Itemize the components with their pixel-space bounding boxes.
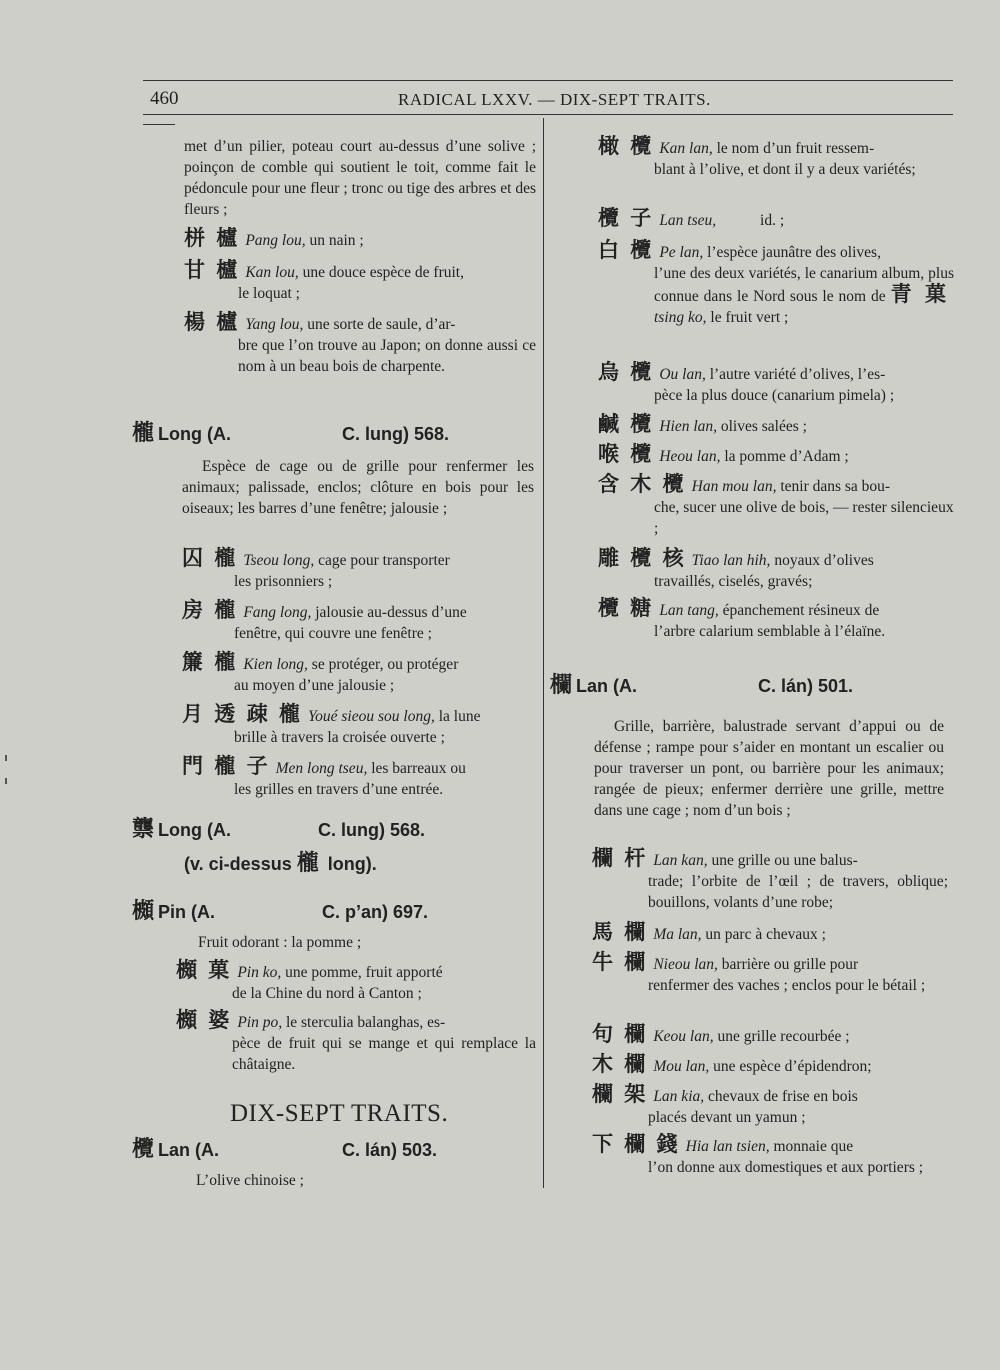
romanization: Kan lou, bbox=[245, 264, 299, 281]
definition-continued: pèce la plus douce (canarium pimela) ; bbox=[654, 387, 895, 404]
definition-continued: renfermer des vaches ; enclos pour le bétail ; bbox=[648, 977, 926, 994]
sub-entry bbox=[598, 362, 954, 406]
definition-continued: bre que l’on trouve au Japon; on donne aussi ce nom à un beau bois de charpente. bbox=[238, 337, 536, 375]
definition-continued: pèce de fruit qui se mange et qui remplace la châtaigne. bbox=[232, 1035, 536, 1073]
romanization: Mou lan, bbox=[653, 1058, 710, 1075]
sub-entry bbox=[598, 240, 954, 328]
definition: barrière ou grille pour bbox=[721, 956, 859, 973]
headword-character: 櫇 bbox=[132, 899, 155, 924]
chinese-term: 鹹 欖 bbox=[598, 412, 654, 436]
chinese-term: 下 欄 錢 bbox=[592, 1132, 680, 1156]
sub-entry bbox=[598, 136, 954, 180]
romanization: Youé sieou sou long, bbox=[307, 708, 435, 725]
romanization: Tseou long, bbox=[243, 552, 315, 569]
romanization: Lan tang, bbox=[659, 602, 719, 619]
headword-cantonese: C. lán) 503. bbox=[342, 1140, 438, 1160]
headword-reading: Pin (A. bbox=[158, 902, 216, 922]
entry-definition: Grille, barrière, balustrade servant d’appui ou de défense ; rampe pour s’aider en montant un escalier ou pour traverser un pont, ou barrière pour les animaux; rangée de pieux; enfermer derrière une grille, mettre dans une cage ; nom d’un bois ; bbox=[594, 718, 944, 819]
sub-entry bbox=[598, 598, 954, 642]
chinese-term-inline: 青 菓 bbox=[890, 282, 949, 306]
definition: une grille recourbée ; bbox=[717, 1028, 850, 1045]
definition: se protéger, ou protéger bbox=[311, 656, 459, 673]
entry-heading bbox=[132, 818, 532, 842]
sub-entry bbox=[176, 1010, 536, 1075]
chinese-term: 欖 子 bbox=[598, 206, 654, 230]
sub-entry bbox=[184, 228, 536, 251]
sub-entry bbox=[598, 414, 954, 437]
definition-continued: l’arbre calarium semblable à l’élaïne. bbox=[654, 623, 886, 640]
definition: tenir dans sa bou- bbox=[780, 478, 891, 495]
chinese-term: 喉 欖 bbox=[598, 442, 654, 466]
definition: épanchement résineux de bbox=[722, 602, 880, 619]
definition: une pomme, fruit apporté bbox=[285, 964, 443, 981]
chinese-term: 房 櫳 bbox=[182, 598, 238, 622]
definition: noyaux d’olives bbox=[774, 552, 874, 569]
sub-entry bbox=[182, 704, 536, 748]
romanization: Pe lan, bbox=[659, 244, 704, 261]
headword-character: 欖 bbox=[132, 1137, 155, 1162]
romanization: Yang lou, bbox=[245, 316, 304, 333]
chinese-term: 烏 欖 bbox=[598, 360, 654, 384]
definition-continued: placés devant un yamun ; bbox=[648, 1109, 806, 1126]
cross-ref-text: long). bbox=[327, 854, 377, 874]
romanization: Ou lan, bbox=[659, 366, 706, 383]
entry-heading bbox=[132, 900, 532, 924]
definition-continued: fenêtre, qui couvre une fenêtre ; bbox=[234, 625, 432, 642]
headword-reading: Lan (A. bbox=[576, 676, 638, 696]
definition: l’espèce jaunâtre des olives, bbox=[707, 244, 881, 261]
headword-character: 欄 bbox=[550, 673, 573, 698]
chinese-term: 簾 櫳 bbox=[182, 650, 238, 674]
romanization: Lan kan, bbox=[653, 852, 708, 869]
sub-entry bbox=[592, 922, 948, 945]
sub-entry bbox=[592, 1084, 948, 1128]
chinese-term: 甘 櫨 bbox=[184, 258, 240, 282]
romanization: Kan lan, bbox=[659, 140, 713, 157]
chinese-term: 栟 櫨 bbox=[184, 226, 240, 250]
header-rule bbox=[143, 114, 953, 115]
section-title: DIX-SEPT TRAITS. bbox=[230, 1100, 449, 1127]
definition-continued: les grilles en travers d’une entrée. bbox=[234, 781, 444, 798]
headword-reading: Lan (A. bbox=[158, 1140, 220, 1160]
definition-continued: travaillés, ciselés, gravés; bbox=[654, 573, 813, 590]
definition: la pomme d’Adam ; bbox=[724, 448, 849, 465]
sub-entry bbox=[598, 208, 954, 231]
definition: le sterculia balanghas, es- bbox=[285, 1014, 446, 1031]
definition-continued: che, sucer une olive de bois, — rester silencieux ; bbox=[654, 499, 954, 537]
continuation-paragraph: met d’un pilier, poteau court au-dessus d’une solive ; poinçon de comble qui soutient le toit, comme fait le pédoncule pour une fleur ; tronc ou tige des arbres et des fleurs ; bbox=[184, 138, 536, 218]
sub-entry bbox=[592, 1054, 948, 1077]
definition-continued: brille à travers la croisée ouverte ; bbox=[234, 729, 445, 746]
romanization: Hia lan tsien, bbox=[685, 1138, 770, 1155]
chinese-term: 橄 欖 bbox=[598, 134, 654, 158]
definition-continued: l’une des deux variétés, le canarium album, plus connue dans le Nord sous le nom de bbox=[654, 265, 954, 305]
entry-heading bbox=[132, 1138, 532, 1162]
margin-mark bbox=[5, 778, 7, 784]
definition-continued: le loquat ; bbox=[238, 285, 300, 302]
headword-cantonese: C. lung) 568. bbox=[342, 424, 450, 444]
definition: une douce espèce de fruit, bbox=[302, 264, 464, 281]
running-title: RADICAL LXXV. — DIX-SEPT TRAITS. bbox=[398, 90, 711, 109]
entry-cross-reference bbox=[184, 852, 524, 876]
chinese-term: 櫇 菓 bbox=[176, 958, 232, 982]
page-header bbox=[143, 84, 951, 114]
definition: la lune bbox=[438, 708, 481, 725]
definition-continued: l’on donne aux domestiques et aux portiers ; bbox=[648, 1159, 924, 1176]
chinese-term: 門 櫳 子 bbox=[182, 754, 270, 778]
romanization: Hien lan, bbox=[659, 418, 717, 435]
headword-character: 龒 bbox=[132, 817, 155, 842]
definition: jalousie au-dessus d’une bbox=[315, 604, 467, 621]
chinese-term: 木 欄 bbox=[592, 1052, 648, 1076]
margin-mark bbox=[5, 755, 7, 761]
sub-entry bbox=[182, 548, 536, 592]
romanization: Pang lou, bbox=[245, 232, 306, 249]
top-rule bbox=[143, 80, 953, 81]
chinese-term: 櫇 婆 bbox=[176, 1008, 232, 1032]
definition: un nain ; bbox=[309, 232, 364, 249]
definition: un parc à chevaux ; bbox=[705, 926, 826, 943]
cross-ref-text: (v. ci-dessus bbox=[184, 854, 292, 874]
definition-continued-block bbox=[598, 263, 954, 328]
sub-entry bbox=[184, 312, 536, 377]
romanization: Pin ko, bbox=[237, 964, 282, 981]
headword-character: 櫳 bbox=[132, 421, 155, 446]
romanization: Heou lan, bbox=[659, 448, 721, 465]
chinese-term: 囚 櫳 bbox=[182, 546, 238, 570]
sub-entry bbox=[592, 952, 948, 996]
definition: une grille ou une balus- bbox=[711, 852, 858, 869]
definition: chevaux de frise en bois bbox=[708, 1088, 858, 1105]
column-divider bbox=[543, 118, 544, 1188]
chinese-term: 牛 欄 bbox=[592, 950, 648, 974]
sub-entry bbox=[592, 1024, 948, 1047]
sub-entry bbox=[598, 548, 954, 592]
chinese-term: 馬 欄 bbox=[592, 920, 648, 944]
entry-definition: L’olive chinoise ; bbox=[196, 1172, 304, 1189]
headword-reading: Long (A. bbox=[158, 424, 231, 444]
romanization: Keou lan, bbox=[653, 1028, 714, 1045]
definition-continued: trade; l’orbite de l’œil ; de travers, oblique; bouillons, volants d’une robe; bbox=[648, 873, 948, 911]
chinese-term: 月 透 疎 櫳 bbox=[182, 702, 302, 726]
chinese-term: 楊 櫨 bbox=[184, 310, 240, 334]
romanization-inline: tsing ko, bbox=[654, 309, 707, 326]
romanization: Men long tseu, bbox=[275, 760, 368, 777]
sub-entry bbox=[182, 756, 536, 800]
romanization: Fang long, bbox=[243, 604, 312, 621]
definition: l’autre variété d’olives, l’es- bbox=[709, 366, 886, 383]
romanization: Pin po, bbox=[237, 1014, 283, 1031]
headword-cantonese: C. lung) 568. bbox=[318, 820, 426, 840]
definition-continued: au moyen d’une jalousie ; bbox=[234, 677, 395, 694]
romanization: Nieou lan, bbox=[653, 956, 718, 973]
sub-entry bbox=[176, 960, 536, 1004]
sub-entry bbox=[598, 444, 954, 467]
sub-entry bbox=[184, 260, 536, 304]
entry-heading bbox=[550, 674, 950, 698]
headword-cantonese: C. lán) 501. bbox=[758, 676, 854, 696]
romanization: Lan kia, bbox=[653, 1088, 705, 1105]
definition: les barreaux ou bbox=[371, 760, 466, 777]
definition-continued: les prisonniers ; bbox=[234, 573, 333, 590]
entry-definition: Fruit odorant : la pomme ; bbox=[198, 934, 362, 951]
definition-continued: blant à l’olive, et dont il y a deux variétés; bbox=[654, 161, 916, 178]
sub-entry bbox=[592, 1134, 948, 1178]
definition: une espèce d’épidendron; bbox=[713, 1058, 872, 1075]
header-rule-short bbox=[143, 124, 175, 125]
sub-entry bbox=[182, 652, 536, 696]
romanization: Tiao lan hih, bbox=[691, 552, 771, 569]
entry-definition: Espèce de cage ou de grille pour renfermer les animaux; palissade, enclos; clôture en bois pour les oiseaux; les barres d’une fenêtre; jalousie ; bbox=[182, 458, 534, 517]
definition: monnaie que bbox=[773, 1138, 854, 1155]
headword-reading: Long (A. bbox=[158, 820, 231, 840]
definition-continued: le fruit vert ; bbox=[710, 309, 789, 326]
chinese-term: 欄 架 bbox=[592, 1082, 648, 1106]
definition: olives salées ; bbox=[720, 418, 807, 435]
cross-ref-character: 櫳 bbox=[296, 851, 319, 876]
entry-heading bbox=[132, 422, 532, 446]
page-number: 460 bbox=[150, 88, 179, 109]
chinese-term: 含 木 欖 bbox=[598, 472, 686, 496]
definition-continued: de la Chine du nord à Canton ; bbox=[232, 985, 422, 1002]
definition: cage pour transporter bbox=[318, 552, 450, 569]
chinese-term: 欄 杆 bbox=[592, 846, 648, 870]
romanization: Ma lan, bbox=[653, 926, 702, 943]
definition: une sorte de saule, d’ar- bbox=[307, 316, 456, 333]
sub-entry bbox=[592, 848, 948, 913]
definition: id. ; bbox=[760, 212, 785, 229]
chinese-term: 白 欖 bbox=[598, 238, 654, 262]
chinese-term: 句 欄 bbox=[592, 1022, 648, 1046]
romanization: Lan tseu, bbox=[659, 212, 717, 229]
chinese-term: 欖 糖 bbox=[598, 596, 654, 620]
chinese-term: 雕 欖 核 bbox=[598, 546, 686, 570]
sub-entry bbox=[182, 600, 536, 644]
headword-cantonese: C. p’an) 697. bbox=[322, 902, 429, 922]
romanization: Han mou lan, bbox=[691, 478, 777, 495]
sub-entry bbox=[598, 474, 954, 539]
definition: le nom d’un fruit ressem- bbox=[716, 140, 875, 157]
romanization: Kien long, bbox=[243, 656, 308, 673]
